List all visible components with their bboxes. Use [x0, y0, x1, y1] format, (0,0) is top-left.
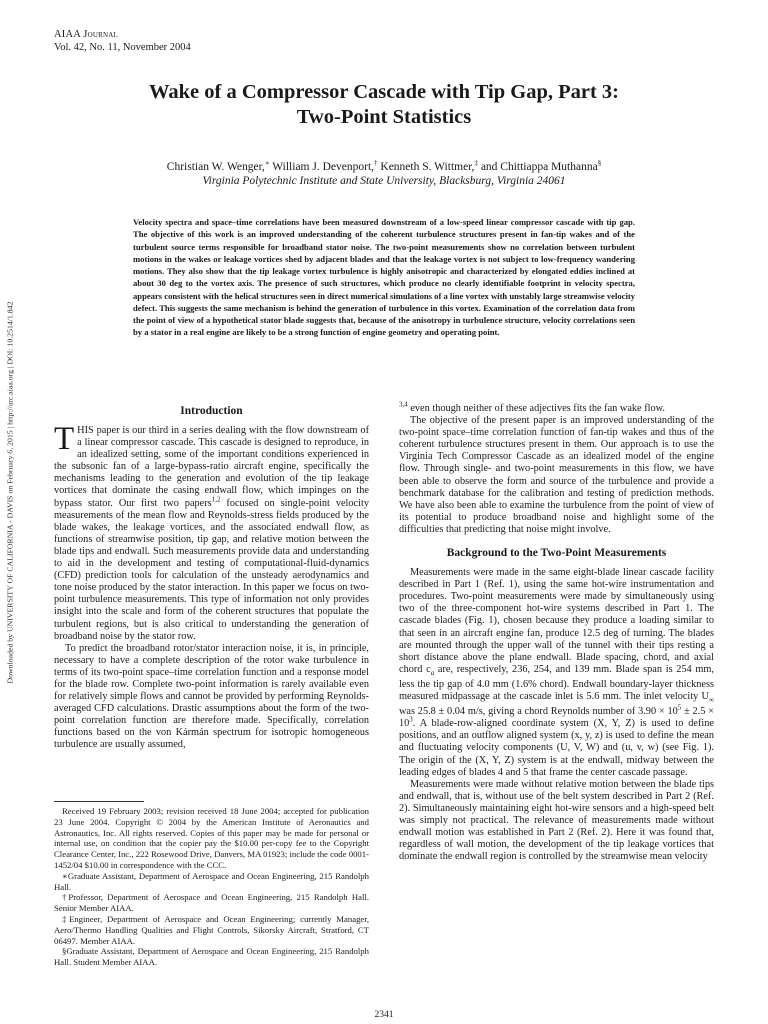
journal-header — [54, 28, 191, 54]
intro-paragraph-1 — [54, 421, 369, 643]
paper-title — [60, 80, 708, 130]
abstract: Velocity spectra and space–time correlations have been measured downstream of a low-speed linear compressor cascade with tip gap. The objective of this work is an improved understanding of the coherent turbulence structures present in fan-tip wakes and of the turbulent source terms responsible for broadband stator noise. The two-point measurements show no correlation between turbulent motions in the wakes or leakage vortices shed by adjacent blades and that the leakage vortex is not subject to low-frequency wandering motions. They also show that the tip leakage vortex turbulence is highly anisotropic and characterized by elongated eddies inclined at about 30 deg to the vortex axis. The presence of such structures, which produce no clearly identifiable footprint in velocity spectra, appears consistent with the helical structures seen in direct numerical simulations of a line vortex with unstably large streamwise velocity defect. This suggests the same mechanism is behind the generation of turbulence in this vortex. Examination of the correlation data from the point of view of a hypothetical stator blade suggests that, because of the anisotropy in turbulence structure, velocity correlations seen by a stator in a real engine are likely to be a strong function of engine geometry and operating point. — [133, 217, 635, 338]
intro-p2-text-b: even though neither of these adjectives fits the fan wake flow. — [407, 403, 665, 414]
footnote-author-4: §Graduate Assistant, Department of Aerospace and Ocean Engineering, 215 Randolph Hall. Student Member AIAA. — [54, 946, 369, 968]
title-line-1: Wake of a Compressor Cascade with Tip Gap, Part 3: — [149, 81, 619, 103]
background-paragraph-2: Measurements were made without relative motion between the blade tips and endwall, that is, without use of the belt system described in Part 2 (Ref. 2). Simultaneously maintaining eight hot-wire sensors and a high-speed belt was simply not practical. The relevance of measurements made without endwall motion was established in Part 2 (Ref. 2). Here it was found that, regardless of wall motion, the development of the tip leakage vortices that dominate the endwall region is controlled by the streamwise mean velocity — [399, 778, 714, 863]
author-1-mark: ∗ — [264, 159, 270, 168]
bg-p1-sub2: ∞ — [709, 696, 714, 705]
journal-name: AIAA Journal — [54, 29, 118, 40]
affiliation: Virginia Polytechnic Institute and State University, Blacksburg, Virginia 24061 — [202, 175, 566, 187]
footnote-author-1: ∗Graduate Assistant, Department of Aerospace and Ocean Engineering, 215 Randolph Hall. — [54, 870, 369, 892]
bg-p1-c: was 25.8 ± 0.04 m/s, giving a chord Reynolds number of 3.90 × 10 — [399, 706, 678, 718]
author-list — [60, 160, 708, 174]
author-4-mark: § — [597, 159, 602, 168]
background-paragraph-1 — [399, 567, 714, 779]
bg-p1-sub: a — [430, 668, 435, 677]
intro-paragraph-2 — [54, 643, 369, 752]
footnote-author-2: †Professor, Department of Aerospace and Ocean Engineering, 215 Randolph Hall. Senior Member AIAA. — [54, 892, 369, 914]
intro-p1-text-a: HIS paper is our third in a series dealing with the flow downstream of a linear compressor cascade. This cascade is designed to reproduce, in an idealized setting, some of the important conditions experienced in the subsonic fan of a large-bypass-ratio aircraft engine, specifically the mechanisms leading to the generation and evolution of the tip leakage vortices that dominate the casing endwall flow, which impinges on the bypass stator. Our first two papers — [54, 425, 369, 509]
author-2-mark: † — [374, 159, 378, 168]
right-column — [399, 400, 714, 863]
author-1: Christian W. Wenger, — [166, 161, 265, 173]
section-heading-background: Background to the Two-Point Measurements — [446, 547, 667, 560]
author-2: William J. Devenport, — [269, 161, 375, 173]
intro-p1-citation: 1,2 — [211, 495, 221, 504]
footnote-author-3: ‡Engineer, Department of Aerospace and Ocean Engineering; currently Manager, Aero/Thermo Handling Qualities and Flight Controls, Sikorsky Aircraft, Stratford, CT 06497. Member AIAA. — [54, 913, 369, 946]
bg-p1-b: are, respectively, 236, 254, and 139 mm. Blade span is 254 mm, less the tip gap of 4.0 mm (1.6% chord). Endwall boundary-layer thickness measured midpassage at the cascade inlet is 5.6 mm. The inlet velocity U — [399, 663, 714, 703]
bg-p1-d: ± 2.5 × 10 — [399, 706, 714, 730]
footnote-rule — [54, 801, 144, 802]
author-3-mark: ‡ — [474, 159, 478, 168]
footnote-received: Received 19 February 2003; revision received 18 June 2004; accepted for publication 23 June 2004. Copyright © 2004 by the American Institute of Aeronautics and Astronautics, Inc. All rights reserved. Copies of this paper may be made for personal or internal use, on condition that the copier pay the $10.00 per-copy fee to the Copyright Clearance Center, Inc., 222 Rosewood Drive, Danvers, MA 01923; include the code 0001-1452/04 $10.00 in correspondence with the CCC. — [54, 806, 369, 870]
intro-p1-text-b: focused on single-point velocity measurements of the mean flow and Reynolds-stress fields produced by the blade wakes, the leakage vortices, and the associated endwall flow, as functions of streamwise position, tip gap, and relative motion between the blade tips and endwall. Such measurements provide data and understanding to aid in the development and testing of computational-fluid-dynamics (CFD) prediction tools for calculation of the unsteady aerodynamics and tone noise produced by the stator interaction. In this paper we focus on two-point turbulence measurements. This type of information not only provides insight into the scale and form of the coherent structures that populate the turbulent regions, but is also critical to understanding the generation of broadband noise by the stator row. — [54, 497, 369, 642]
download-watermark: Downloaded by UNIVERSITY OF CALIFORNIA - DAVIS on February 6, 2015 | http://arc.aiaa.org | DOI: 10.2514/1.842 — [5, 301, 15, 684]
author-block — [60, 160, 708, 188]
title-line-2: Two-Point Statistics — [296, 106, 472, 128]
intro-p2-text: To predict the broadband rotor/stator interaction noise, it is, in principle, necessary to have a complete description of the rotor wake turbulence in terms of its two-point space–time correlation function and a response model for the blade row. Complete two-point information is rarely available even for relatively simple flows and cannot be provided by performing Reynolds-averaged CFD calculations. Drastic assumptions about the form of the two-point correlation function are therefore made. Specifically, correlation functions based on the von Kármán spectrum for isotropic homogeneous turbulence are usually assumed, — [54, 642, 369, 751]
journal-volume: Vol. 42, No. 11, November 2004 — [54, 42, 191, 53]
bg-p1-exp1: 5 — [677, 703, 682, 712]
bg-p1-a: Measurements were made in the same eight-blade linear cascade facility described in Part 1 (Ref. 1), using the same hot-wire instrumentation and procedures. Two-point measurements were made by simultaneously using two of the three-component hot-wire systems described in Part 1. The cascade blades (Fig. 1), chosen because they produce a loading similar to that seen in an aircraft engine fan, produce 12.5 deg of turning. The blades are mounted through the upper wall of the tunnel with their tips resting a short distance above the plane endwall. Blade spacing, chord, and axial chord c — [399, 567, 714, 675]
intro-paragraph-2-cont — [399, 400, 714, 415]
section-heading-introduction: Introduction — [180, 405, 243, 417]
left-column — [54, 403, 369, 752]
page-number: 2341 — [374, 1010, 394, 1020]
author-4: and Chittiappa Muthanna — [477, 161, 598, 173]
intro-p2-citation: 3,4 — [399, 400, 408, 409]
drop-cap: T — [54, 421, 75, 457]
bg-p1-exp2: 3 — [409, 715, 413, 724]
author-3: Kenneth S. Wittmer, — [377, 161, 475, 173]
bg-p1-e: . A blade-row-aligned coordinate system (X, Y, Z) is used to define positions, and an outflow aligned system (x, y, z) is used to define the mean and fluctuating velocity components (U, V, W) and (u, v, w) (see Fig. 1). The origin of the (X, Y, Z) system is at the endwall, midway between the leading edges of blades 4 and 5 that frame the center cascade passage. — [399, 718, 714, 778]
footnotes — [54, 806, 369, 968]
intro-paragraph-3: The objective of the present paper is an improved understanding of the two-point space–time correlation function of fan-tip wakes and thus of the coherent turbulence structures present in them. Our approach is to use the Virginia Tech Compressor Cascade as an idealized model of the engine flow. Through single- and two-point measurements in this flow, we have been able to observe the form and source of the turbulence and provide a benchmark database for the calibration and testing of prediction methods. We have also been able to examine the turbulence from the point of view of its potential to produce broadband noise and highlight some of the difficulties that predicting that noise might involve. — [399, 415, 714, 535]
